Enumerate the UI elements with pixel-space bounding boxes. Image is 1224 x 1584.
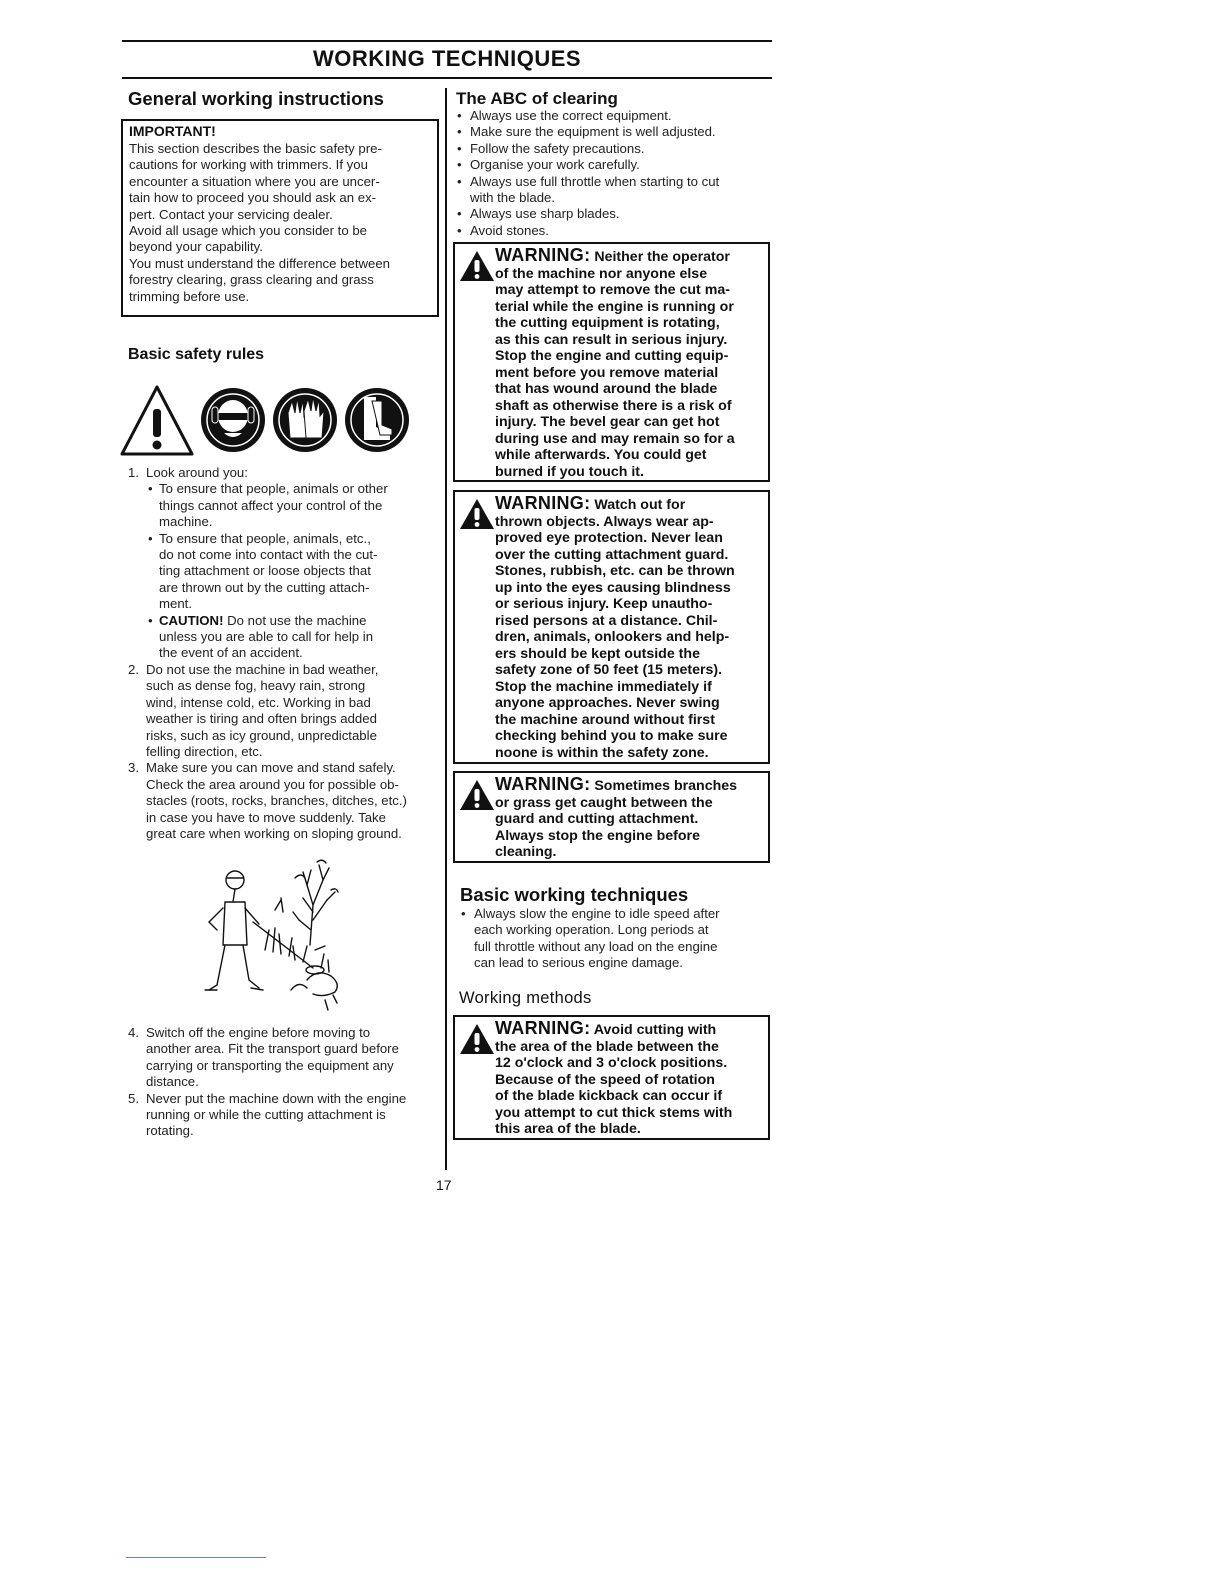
- rule-1-number: 1.: [128, 465, 139, 480]
- basic-working-bullet: [460, 906, 772, 972]
- warning-line: over the cutting attachment guard.: [495, 546, 729, 563]
- rule-3-line: Make sure you can move and stand safely.: [146, 760, 396, 776]
- warning-triangle-icon: [459, 1023, 495, 1055]
- warning-line: or serious injury. Keep unautho-: [495, 596, 713, 612]
- rule-5: [128, 1091, 444, 1140]
- rule-1-text: [146, 465, 436, 481]
- warning-line: the machine around without first: [495, 711, 715, 728]
- abc-clearing-list: [456, 108, 772, 239]
- rule-4-line: distance.: [146, 1074, 199, 1090]
- warning-line: this area of the blade.: [495, 1121, 641, 1137]
- warning-label: WARNING:: [495, 1018, 591, 1038]
- warning-text: [495, 776, 762, 861]
- rule-1-bullet-2-line: ment.: [159, 596, 192, 612]
- warning-line: or grass get caught between the: [495, 794, 713, 811]
- warning-first-line: [495, 247, 762, 266]
- warning-line: may attempt to remove the cut ma-: [495, 282, 730, 298]
- rule-5-line: Never put the machine down with the engine: [146, 1090, 407, 1106]
- abc-list-item: [456, 108, 772, 124]
- rule-1-bullet-1-line: • To ensure that people, animals or other: [159, 481, 388, 497]
- working-methods-heading: Working methods: [459, 989, 592, 1007]
- abc-list-item: [456, 157, 772, 173]
- warning-label: WARNING:: [495, 245, 591, 265]
- abc-list-item-line: • Always use the correct equipment.: [470, 108, 672, 123]
- caution-label: CAUTION!: [159, 612, 224, 628]
- warning-box-2: [453, 490, 770, 764]
- rule-4-line: carrying or transporting the equipment any: [146, 1057, 394, 1073]
- boots-icon: [345, 388, 409, 452]
- warning-triangle-icon: [122, 387, 192, 454]
- warning-line: Because of the speed of rotation: [495, 1071, 715, 1088]
- abc-list-item: [456, 141, 772, 157]
- basic-safety-heading: Basic safety rules: [128, 346, 265, 363]
- top-rule: [122, 40, 772, 42]
- basic-working-line: • Always slow the engine to idle speed after: [474, 906, 720, 921]
- abc-list-item: [456, 174, 772, 207]
- important-line: encounter a situation where you are uncer-: [129, 173, 380, 189]
- warning-line: injury. The bevel gear can get hot: [495, 414, 720, 430]
- important-line: tain how to proceed you should ask an ex-: [129, 190, 377, 206]
- rule-1-bullet-3: [128, 613, 436, 662]
- rule-4-line: another area. Fit the transport guard before: [146, 1041, 399, 1057]
- rule-2-line: such as dense fog, heavy rain, strong: [146, 678, 366, 694]
- warning-line: while afterwards. You could get: [495, 447, 707, 463]
- important-line: trimming before use.: [129, 288, 250, 304]
- warning-line: proved eye protection. Never lean: [495, 530, 723, 546]
- warning-line: 12 o'clock and 3 o'clock positions.: [495, 1055, 728, 1071]
- warning-line: Stones, rubbish, etc. can be thrown: [495, 563, 735, 579]
- rule-1-bullet-1: [128, 481, 436, 530]
- warning-text: [495, 495, 762, 761]
- important-line: forestry clearing, grass clearing and grass: [129, 272, 374, 288]
- important-title: IMPORTANT!: [129, 123, 216, 139]
- rule-3-line: Check the area around you for possible ob-: [146, 776, 399, 792]
- warning-line: rised persons at a distance. Chil-: [495, 612, 718, 629]
- safety-rules-list-bottom: [128, 1025, 444, 1140]
- warning-line: ers should be kept outside the: [495, 645, 700, 662]
- warning-line: the cutting equipment is rotating,: [495, 315, 720, 331]
- warning-line: safety zone of 50 feet (15 meters).: [495, 662, 723, 678]
- rule-2-line: Do not use the machine in bad weather,: [146, 661, 379, 677]
- trimmer-operator-illustration: [195, 850, 365, 1015]
- important-line: pert. Contact your servicing dealer.: [129, 206, 333, 222]
- warning-line: guard and cutting attachment.: [495, 811, 699, 827]
- rule-3-number: 3.: [128, 760, 139, 776]
- warning-text: [495, 247, 762, 480]
- rule-3: [128, 760, 436, 842]
- rule-2-line: wind, intense cold, etc. Working in bad: [146, 694, 371, 710]
- caution-text-rest: [159, 629, 436, 662]
- warning-line: of the blade kickback can occur if: [495, 1088, 723, 1104]
- caution-line: the event of an accident.: [159, 645, 303, 661]
- page-title: WORKING TECHNIQUES: [312, 46, 582, 71]
- warning-box-1: [453, 242, 770, 482]
- important-line: beyond your capability.: [129, 239, 263, 255]
- warning-line: noone is within the safety zone.: [495, 744, 709, 761]
- rule-1: [128, 465, 436, 481]
- gloves-icon: [273, 388, 337, 452]
- warning-line: as this can result in serious injury.: [495, 331, 728, 348]
- safety-rules-list-top: [128, 465, 436, 842]
- basic-working-line: each working operation. Long periods at: [474, 922, 709, 938]
- important-text: [129, 141, 435, 305]
- abc-list-item-line: • Always use full throttle when starting to cut: [470, 173, 720, 189]
- abc-list-item-line: • Always use sharp blades.: [470, 206, 620, 222]
- abc-list-item-line: with the blade.: [470, 190, 556, 206]
- warning-line: checking behind you to make sure: [495, 728, 728, 744]
- rule-2-line: felling direction, etc.: [146, 743, 263, 759]
- warning-line: terial while the engine is running or: [495, 298, 734, 315]
- rule-2: [128, 662, 436, 760]
- warning-line: the area of the blade between the: [495, 1038, 719, 1055]
- warning-line: dren, animals, onlookers and help-: [495, 629, 730, 645]
- safety-icons-row: [120, 383, 410, 458]
- important-line: This section describes the basic safety pre-: [129, 141, 382, 156]
- warning-line: Stop the machine immediately if: [495, 678, 712, 695]
- eye-ear-protection-icon: [201, 388, 265, 452]
- warning-first-text: Neither the operator: [590, 249, 730, 265]
- warning-line: that has wound around the blade: [495, 381, 718, 397]
- rule-5-text: [146, 1091, 444, 1140]
- warning-line: Stop the engine and cutting equip-: [495, 348, 729, 364]
- rule-5-line: running or while the cutting attachment is: [146, 1107, 386, 1123]
- rule-3-line: in case you have to move suddenly. Take: [146, 809, 386, 825]
- warning-label: WARNING:: [495, 774, 591, 794]
- rule-2-line: weather is tiring and often brings added: [146, 711, 377, 727]
- caution-line: unless you are able to call for help in: [159, 629, 374, 645]
- warning-line: cleaning.: [495, 844, 557, 860]
- warning-first-line: [495, 495, 762, 514]
- warning-triangle-icon: [459, 498, 495, 530]
- warning-first-line: [495, 1020, 762, 1039]
- basic-working-line: full throttle without any load on the engine: [474, 938, 718, 954]
- rule-2-number: 2.: [128, 661, 139, 677]
- warning-line: during use and may remain so for a: [495, 430, 735, 447]
- rule-3-line: stacles (roots, rocks, branches, ditches, etc.): [146, 793, 407, 809]
- rule-1-bullet-2-line: are thrown out by the cutting attach-: [159, 579, 370, 595]
- title-underline: [122, 77, 772, 79]
- warning-line: ment before you remove material: [495, 364, 719, 381]
- rule-1-bullet-2-line: do not come into contact with the cut-: [159, 547, 378, 563]
- abc-list-item: [456, 223, 772, 239]
- rule-4: [128, 1025, 444, 1091]
- rule-1-bullet-1-line: machine.: [159, 514, 213, 530]
- warning-line: thrown objects. Always wear ap-: [495, 513, 714, 530]
- operator-drawing: [195, 850, 365, 1015]
- safety-icons-svg: [120, 383, 410, 458]
- abc-list-item-line: • Organise your work carefully.: [470, 157, 640, 173]
- basic-working-heading: Basic working techniques: [460, 884, 689, 905]
- warning-label: WARNING:: [495, 493, 591, 513]
- warning-line: of the machine nor anyone else: [495, 265, 708, 282]
- warning-line: burned if you touch it.: [495, 463, 644, 480]
- abc-list-item: [456, 124, 772, 140]
- important-box: [121, 119, 439, 317]
- abc-list-item: [456, 206, 772, 222]
- warning-first-text: Avoid cutting with: [590, 1022, 717, 1038]
- abc-clearing-heading: The ABC of clearing: [456, 89, 618, 108]
- important-line: Avoid all usage which you consider to be: [129, 223, 368, 239]
- warning-line: shaft as otherwise there is a risk of: [495, 397, 732, 414]
- important-line: cautions for working with trimmers. If you: [129, 157, 368, 173]
- warning-line: up into the eyes causing blindness: [495, 579, 731, 596]
- column-divider: [445, 88, 447, 1170]
- warning-triangle-icon: [459, 779, 495, 811]
- rule-1-line: Look around you:: [146, 465, 248, 480]
- rule-3-line: great care when working on sloping ground.: [146, 825, 402, 841]
- warning-triangle-icon: [459, 250, 495, 282]
- warning-first-text: Sometimes branches: [590, 778, 738, 794]
- rule-4-number: 4.: [128, 1025, 139, 1040]
- abc-list-item-line: • Follow the safety precautions.: [470, 140, 645, 156]
- rule-1-bullet-1-line: things cannot affect your control of the: [159, 497, 383, 513]
- warning-line: anyone approaches. Never swing: [495, 695, 720, 711]
- warning-first-line: [495, 776, 762, 795]
- rule-1-bullet-2: [128, 531, 436, 613]
- basic-working-item: [460, 906, 772, 972]
- warning-text: [495, 1020, 762, 1138]
- rule-4-line: Switch off the engine before moving to: [146, 1025, 371, 1040]
- rule-5-number: 5.: [128, 1090, 139, 1106]
- warning-line: Always stop the engine before: [495, 827, 700, 844]
- warning-box-3: [453, 771, 770, 863]
- warning-line: you attempt to cut thick stems with: [495, 1104, 733, 1121]
- page-number: 17: [436, 1177, 452, 1193]
- warning-first-text: Watch out for: [590, 497, 686, 513]
- important-line: You must understand the difference between: [129, 255, 391, 271]
- general-working-heading: General working instructions: [128, 88, 384, 109]
- rule-1-bullet-2-line: ting attachment or loose objects that: [159, 563, 371, 579]
- rule-2-text: [146, 662, 436, 760]
- footer-link-rule: [126, 1557, 266, 1558]
- rule-1-bullet-2-line: • To ensure that people, animals, etc.,: [159, 530, 371, 546]
- rule-3-text: [146, 760, 436, 842]
- rule-5-line: rotating.: [146, 1123, 194, 1139]
- basic-working-line: can lead to serious engine damage.: [474, 955, 683, 971]
- rule-2-line: risks, such as icy ground, unpredictable: [146, 727, 377, 743]
- warning-box-4: [453, 1015, 770, 1140]
- caution-text-first: Do not use the machine: [223, 612, 367, 628]
- abc-list-item-line: • Avoid stones.: [470, 222, 549, 238]
- abc-list-item-line: • Make sure the equipment is well adjusted.: [470, 124, 716, 140]
- rule-4-text: [146, 1025, 444, 1091]
